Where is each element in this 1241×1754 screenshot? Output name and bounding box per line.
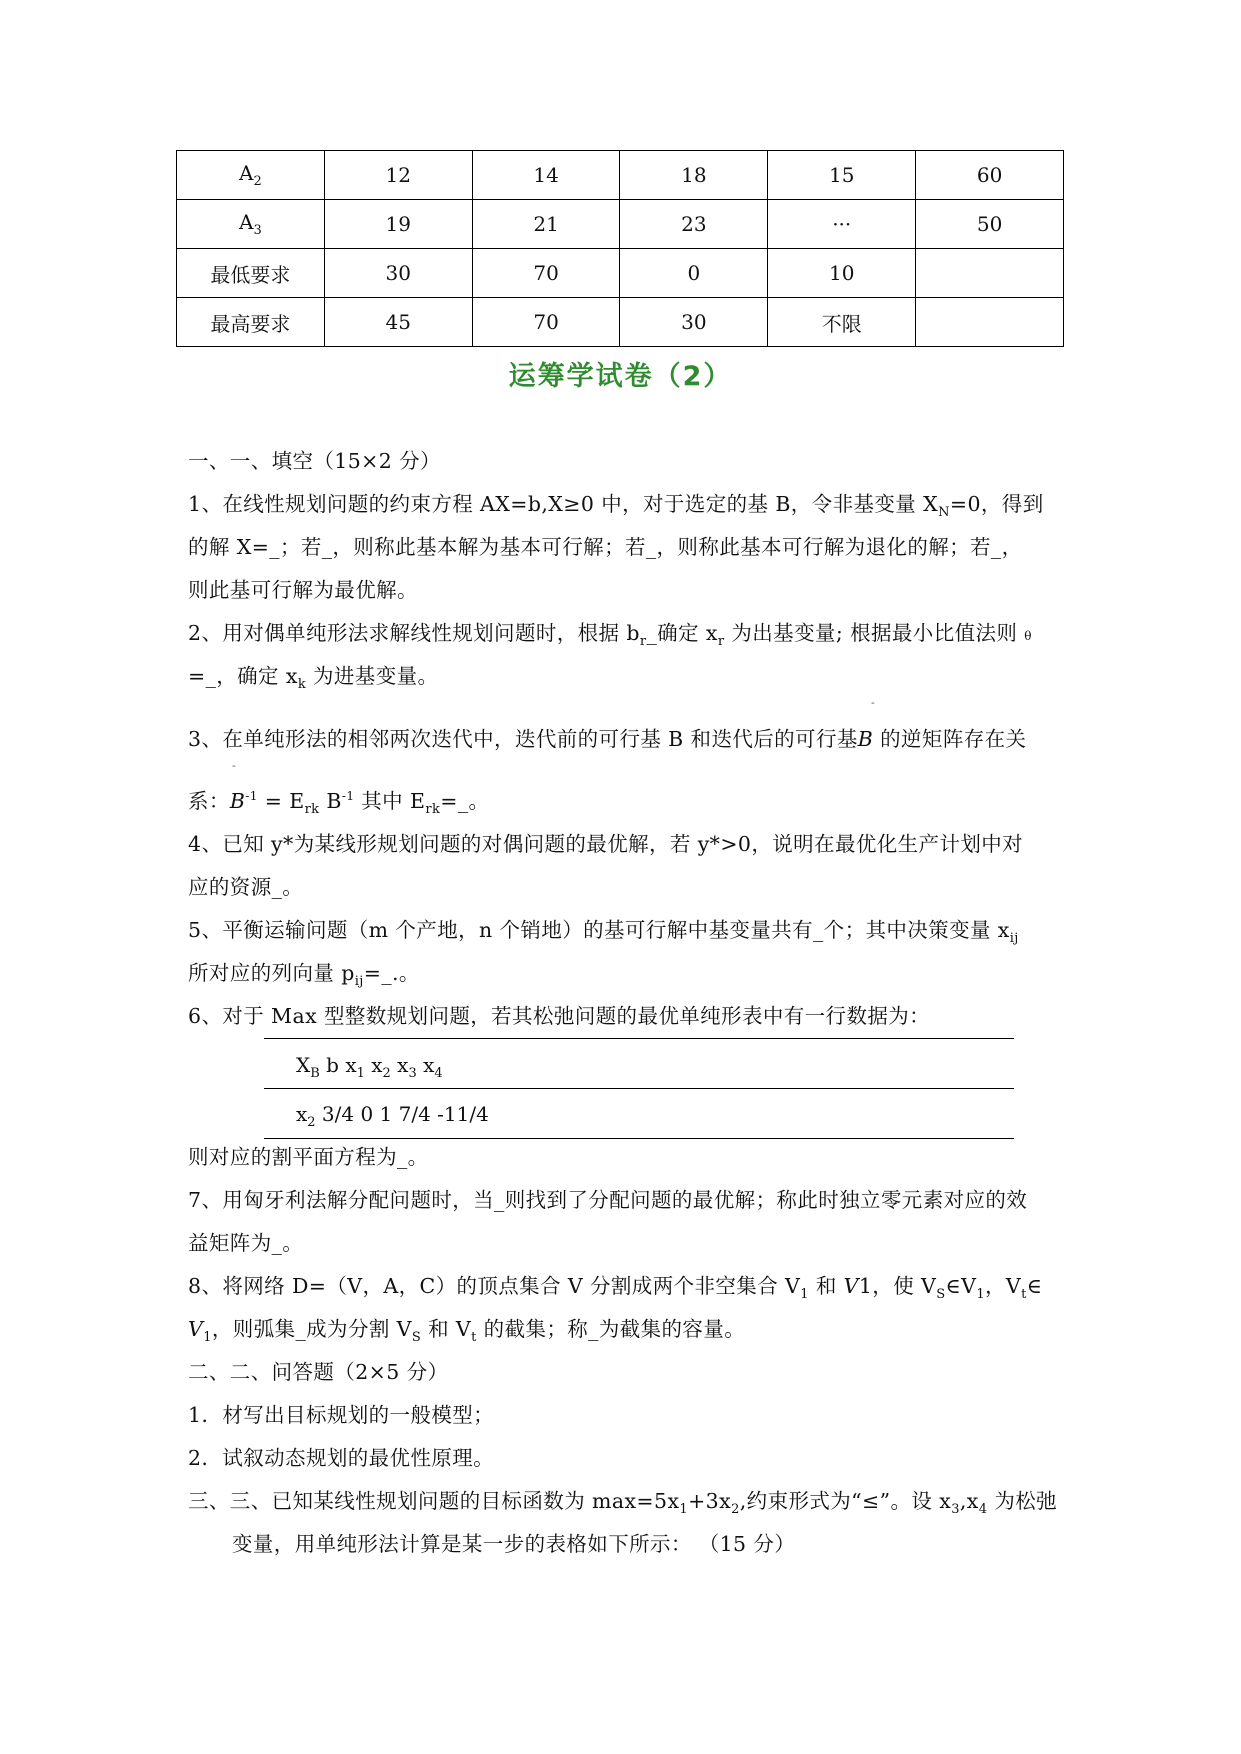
overbar-mark: - bbox=[871, 696, 875, 709]
table-cell: 70 bbox=[472, 298, 620, 347]
table-cell: 70 bbox=[472, 249, 620, 298]
table-cell: 0 bbox=[620, 249, 768, 298]
section-2-heading: 二、二、问答题（2×5 分） bbox=[188, 1360, 449, 1384]
q5-line-2: 所对应的列向量 $p_{ij}=\_$.。 bbox=[188, 961, 420, 990]
rule-top bbox=[264, 1038, 1014, 1039]
table-cell: 最高要求 bbox=[177, 298, 325, 347]
table-row bbox=[177, 298, 1064, 347]
section-1-heading: 一、一、填空（15×2 分） bbox=[188, 449, 441, 473]
table-cell: 15 bbox=[768, 151, 916, 200]
s2-question-1: 1．材写出目标规划的一般模型； bbox=[188, 1403, 495, 1427]
page-title: 运筹学试卷（2） bbox=[508, 361, 733, 392]
s2-question-2: 2．试叙动态规划的最优性原理。 bbox=[188, 1446, 495, 1470]
table-row bbox=[177, 200, 1064, 249]
table-cell: 45 bbox=[324, 298, 472, 347]
q6-line-1: 6、对于 Max 型整数规划问题，若其松弛问题的最优单纯形表中有一行数据为： bbox=[188, 1004, 931, 1028]
q2-line-1: 2、用对偶单纯形法求解线性规划问题时，根据 $b_r\_$确定 $x_r$ 为出基变量; 根据最小比值法则 θ bbox=[188, 621, 1032, 650]
table-cell: 12 bbox=[324, 151, 472, 200]
q3-line-1: 3、在单纯形法的相邻两次迭代中，迭代前的可行基 B 和迭代后的可行基B 的逆矩阵存在关 bbox=[188, 727, 1027, 751]
table-cell: ··· bbox=[768, 200, 916, 249]
table-cell: $A_2$ bbox=[177, 151, 325, 200]
q7-line-2: 益矩阵为_。 bbox=[188, 1231, 304, 1255]
table-cell: 23 bbox=[620, 200, 768, 249]
q8-line-1: 8、将网络 D=（V，A，C）的顶点集合 V 分割成两个非空集合 $V_1$ 和 V1，使 $V_S\in V_1$，$V_t\in$ bbox=[188, 1274, 1043, 1303]
rule-middle bbox=[264, 1088, 1014, 1089]
table-row bbox=[177, 249, 1064, 298]
q3-line-2: 系：$B^{-1} = E_{rk}$ $B^{-1}$ 其中 $E_{rk}=\_$。 bbox=[188, 789, 490, 818]
table-cell bbox=[916, 249, 1064, 298]
q4-line-1: 4、已知 y*为某线形规划问题的对偶问题的最优解，若 y*>0，说明在最优化生产计划中对 bbox=[188, 832, 1024, 856]
table-cell: 30 bbox=[324, 249, 472, 298]
q2-line-2: =_，确定 $x_k$ 为进基变量。 bbox=[188, 664, 439, 693]
table-cell: 60 bbox=[916, 151, 1064, 200]
q1-line-3: 则此基可行解为最优解。 bbox=[188, 578, 418, 602]
table-row bbox=[177, 151, 1064, 200]
table-cell: 19 bbox=[324, 200, 472, 249]
table-cell: $A_3$ bbox=[177, 200, 325, 249]
q8-line-2: $V_1$，则弧集_成为分割 $V_S$ 和 $V_t$ 的截集；称_为截集的容量。 bbox=[188, 1317, 746, 1346]
data-table bbox=[176, 150, 1064, 347]
table-cell: 14 bbox=[472, 151, 620, 200]
q6-line-2: 则对应的割平面方程为_。 bbox=[188, 1145, 429, 1169]
q1-line-1: 1、在线性规划问题的约束方程 AX=b,X≥0 中，对于选定的基 B，令非基变量 $X_N=0$，得到 bbox=[188, 492, 1044, 521]
table-cell: 50 bbox=[916, 200, 1064, 249]
table-cell: 18 bbox=[620, 151, 768, 200]
q4-line-2: 应的资源_。 bbox=[188, 875, 304, 899]
table-cell: 21 bbox=[472, 200, 620, 249]
q7-line-1: 7、用匈牙利法解分配问题时，当_则找到了分配问题的最优解；称此时独立零元素对应的效 bbox=[188, 1188, 1028, 1212]
tableau-data-row: $x_2$ 3/4 0 1 7/4 -11/4 bbox=[296, 1102, 489, 1130]
table-cell: 10 bbox=[768, 249, 916, 298]
overbar-mark: - bbox=[232, 759, 236, 772]
q1-line-2: 的解 X=_；若_，则称此基本解为基本可行解；若_，则称此基本可行解为退化的解；若_， bbox=[188, 535, 1023, 559]
table-cell: 最低要求 bbox=[177, 249, 325, 298]
table-cell: 不限 bbox=[768, 298, 916, 347]
table-cell bbox=[916, 298, 1064, 347]
rule-bottom bbox=[264, 1138, 1014, 1139]
tableau-header-row: $X_B$ b $x_1$ $x_2$ $x_3$ $x_4$ bbox=[296, 1053, 443, 1081]
section-3-line-2: 变量，用单纯形法计算是某一步的表格如下所示： （15 分） bbox=[232, 1532, 796, 1556]
q5-line-1: 5、平衡运输问题（m 个产地，n 个销地）的基可行解中基变量共有_个；其中决策变量 $x_{ij}$ bbox=[188, 918, 1019, 947]
section-3-line-1: 三、三、已知某线性规划问题的目标函数为 $\max=5x_1+3x_2$,约束形式为“≤”。设 $x_3,x_4$ 为松弛 bbox=[188, 1489, 1058, 1518]
table-cell: 30 bbox=[620, 298, 768, 347]
